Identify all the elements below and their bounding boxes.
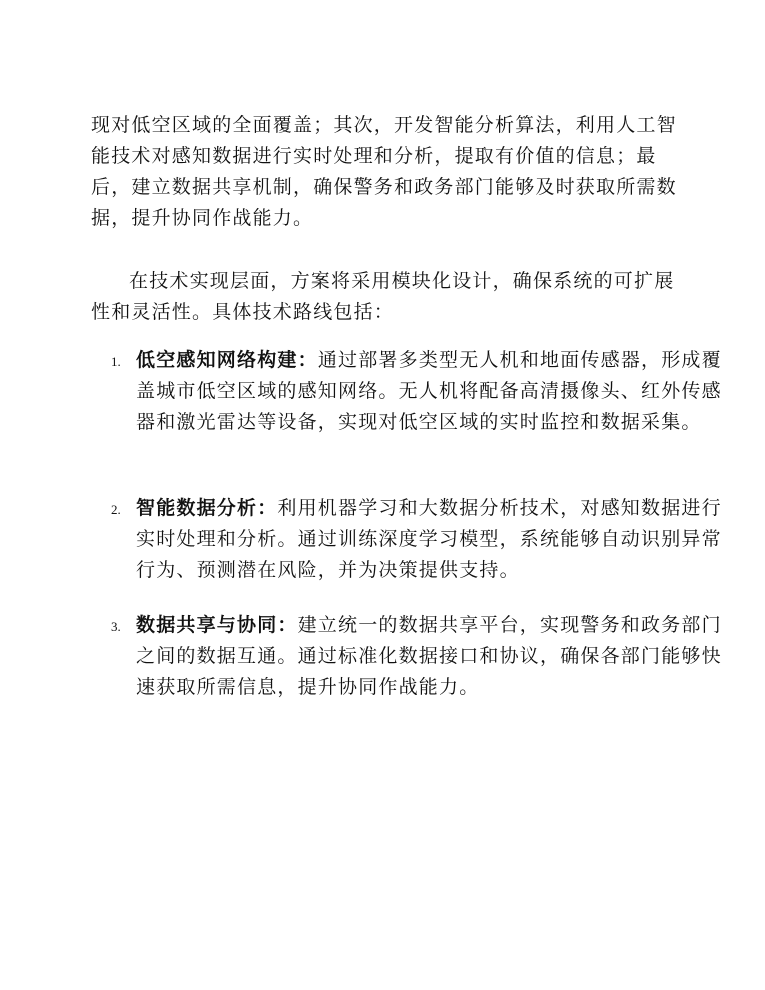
list-item-text: 利用机器学习和大数据分析技术，对感知数据进行实时处理和分析。通过训练深度学习模型，系统能够自动识别异常行为、预测潜在风险，并为决策提供支持。 <box>136 497 722 581</box>
list-number: 3. <box>111 619 121 634</box>
list-item-sensing-network <box>91 345 726 438</box>
list-item-term: 低空感知网络构建 <box>136 349 298 371</box>
list-item-term: 数据共享与协同 <box>136 614 278 636</box>
list-item-text: 通过部署多类型无人机和地面传感器，形成覆盖城市低空区域的感知网络。无人机将配备高清摄像头、红外传感器和激光雷达等设备，实现对低空区域的实时监控和数据采集。 <box>136 349 722 433</box>
list-item-colon: ： <box>257 497 278 519</box>
list-item-text: 建立统一的数据共享平台，实现警务和政务部门之间的数据互通。通过标准化数据接口和协议，确保各部门能够快速获取所需信息，提升协同作战能力。 <box>136 614 722 698</box>
list-item-data-analysis <box>91 493 726 586</box>
list-item-term: 智能数据分析 <box>136 497 258 519</box>
list-item-colon: ： <box>277 614 298 636</box>
paragraph-technical-approach <box>91 266 691 328</box>
paragraph-continuation: 现对低空区域的全面覆盖；其次，开发智能分析算法，利用人工智能技术对感知数据进行实时处理和分析，提取有价值的信息；最后，建立数据共享机制，确保警务和政务部门能够及时获取所需数据，提升协同作战能力。 <box>91 114 677 229</box>
list-number: 1. <box>111 354 121 369</box>
list-item-data-sharing <box>91 610 726 703</box>
list-number: 2. <box>111 502 121 517</box>
paragraph-technical-approach-text: 在技术实现层面，方案将采用模块化设计，确保系统的可扩展性和灵活性。具体技术路线包括： <box>91 270 675 323</box>
list-item-colon: ： <box>297 349 318 371</box>
